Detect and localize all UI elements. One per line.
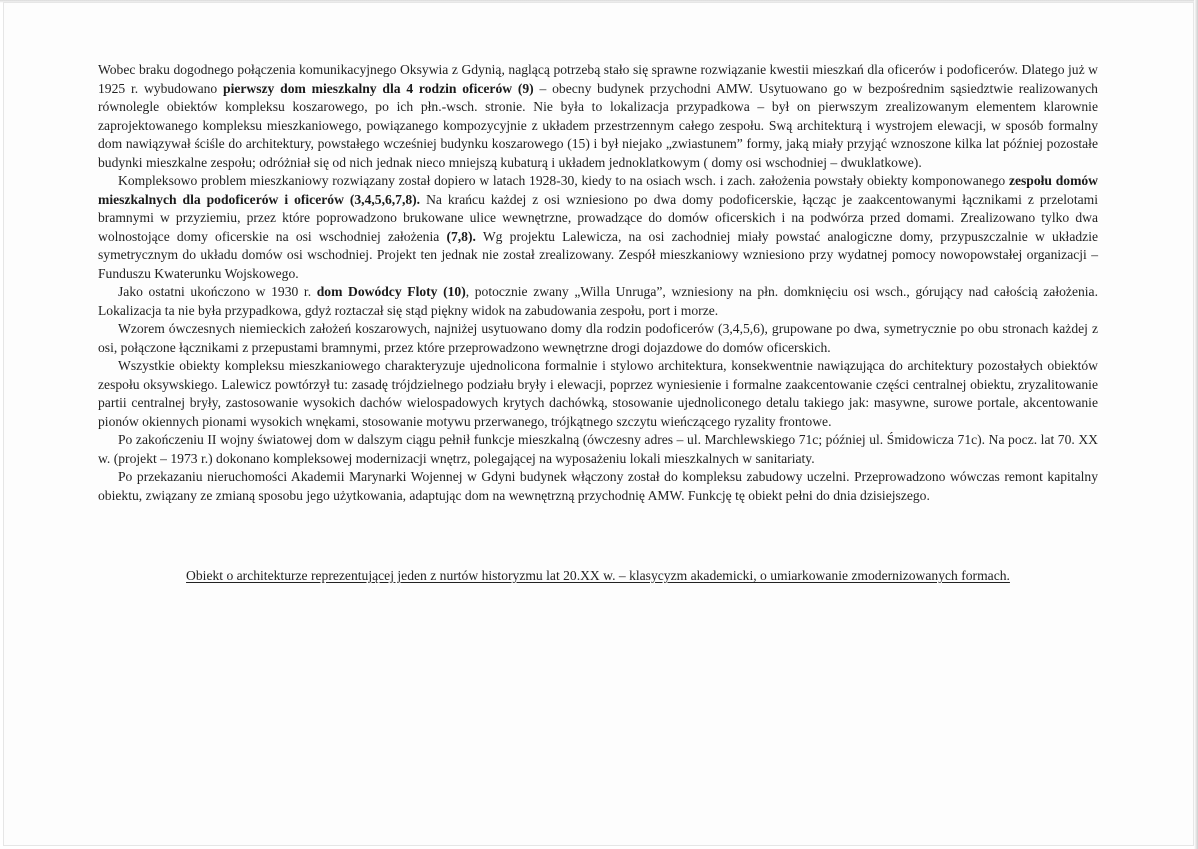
- text-run: Na krańcu każdej z osi wzniesiono po dwa domy podoficerskie, łącząc je zaakcentowanymi łącznikami z przelotami bramnymi w przyziemiu, przez które poprowadzono brukowane ulice wewnętrzne, prowadzące do domów oficerskich i na podwórza przed domami. Zrealizowano tylko dwa wolnostojące domy oficerskie na osi wschodniej założenia: [98, 191, 1099, 244]
- bold-text-run: dom Dowódcy Floty (10): [316, 284, 466, 299]
- text-run: Wobec braku dogodnego połączenia komunikacyjnego Oksywia z Gdynią, naglącą potrzebą stało się sprawne rozwiązanie kwestii mieszkań dla oficerów i podoficerów. Dlatego już w 1925 r. wybudowano: [98, 62, 1098, 96]
- text-run: Jako ostatni ukończono w 1930 r.: [118, 284, 317, 299]
- body-text: [98, 61, 1098, 505]
- text-run: Kompleksowo problem mieszkaniowy rozwiązany został dopiero w latach 1928-30, kiedy to na osiach wsch. i zach. założenia powstały obiekty komponowanego: [118, 173, 1009, 188]
- text-run: Po zakończeniu II wojny światowej dom w dalszym ciągu pełnił funkcje mieszkalną (ówczesny adres – ul. Marchlewskiego 71c; później ul. Śmidowicza 71c). Na pocz. lat 70. XX w. (projekt – 1973 r.) dokonano kompleksowej modernizacji wnętrz, polegającej na wyposażeniu lokali mieszkalnych w sanitariaty.: [98, 432, 1098, 466]
- summary-statement: Obiekt o architekturze reprezentującej jeden z nurtów historyzmu lat 20.XX w. – klasycyzm akademicki, o umiarkowanie zmodernizowanych formach.: [186, 568, 1010, 583]
- text-run: Wg projektu Lalewicza, na osi zachodniej miały powstać analogiczne domy, przypuszczalnie w układzie symetrycznym do układu domów osi wschodniej. Projekt ten jednak nie został zrealizowany. Zespół mieszkaniowy wzniesiono przy wydatnej pomocy nowopowstałej organizacji – Funduszu Kwaterunku Wojskowego.: [98, 228, 1099, 281]
- text-run: Wzorem ówczesnych niemieckich założeń koszarowych, najniżej usytuowano domy dla rodzin podoficerów (3,4,5,6), grupowane po dwa, symetrycznie po obu stronach każdej z osi, połączone łącznikami z przepustami bramnymi, przez które przeprowadzono wewnętrzne drogi dojazdowe do domów oficerskich.: [98, 321, 1098, 355]
- text-run: Wszystkie obiekty kompleksu mieszkaniowego charakteryzuje ujednolicona formalnie i stylowo architektura, konsekwentnie nawiązująca do architektury pozostałych obiektów zespołu oksywskiego. Lalewicz powtórzył tu: zasadę trójdzielnego podziału bryły i elewacji, poprzez wyniesienie i formalne zaakcentowanie części centralnej obiektu, zryzalitowanie partii centralnej bryły, zastosowanie wysokich dachów wielospadowych krytych dachówką, stosowanie ujednoliconego detalu takiego jak: masywne, surowe portale, akcentowanie pionów okiennych pionami wysokich wnękami, stosowanie motywu przerwanego, trójkątnego szczytu wieńczącego ryzality frontowe.: [98, 358, 1098, 429]
- bold-text-run: pierwszy dom mieszkalny dla 4 rodzin oficerów (9): [223, 80, 534, 96]
- paragraph: [98, 61, 1098, 172]
- paragraph: [98, 283, 1098, 320]
- paragraph: [98, 320, 1098, 357]
- paragraph: [98, 431, 1098, 468]
- text-run: , potocznie zwany „Willa Unruga”, wzniesiony na płn. domknięciu osi wsch., górujący nad całością założenia. Lokalizacja ta nie była przypadkowa, gdyż roztaczał się stąd piękny widok na zabudowania zespołu, port i morze.: [98, 284, 1098, 318]
- text-run: – obecny budynek przychodni AMW. Usytuowano go w bezpośrednim sąsiedztwie realizowanych równolegle obiektów kompleksu koszarowego, po ich płn.-wsch. stronie. Nie była to lokalizacja przypadkowa – był on pierwszym zrealizowanym elementem klarownie zaprojektowanego kompleksu mieszkaniowego, powiązanego kompozycyjnie z układem przestrzennym całego zespołu. Swą architekturą i wystrojem elewacji, w sposób formalny dom nawiązywał ściśle do architektury, powstałego wcześniej budynku koszarowego (15) i był niejako „zwiastunem” formy, jaką miały przyjąć wznoszone kilka lat później pozostałe budynki mieszkalne zespołu; odróżniał się od nich jednak nieco mniejszą kubaturą i układem jednoklatkowym ( domy osi wschodniej – dwuklatkowe).: [98, 80, 1098, 170]
- paragraph: [98, 468, 1098, 505]
- paragraph: [98, 172, 1098, 283]
- paragraph: [98, 357, 1098, 431]
- bold-text-run: zespołu domów mieszkalnych dla podoficerów i oficerów (3,4,5,6,7,8).: [98, 173, 1099, 207]
- bold-text-run: (7,8).: [446, 228, 476, 244]
- scan-edge-right: [1194, 0, 1198, 849]
- text-run: Po przekazaniu nieruchomości Akademii Marynarki Wojennej w Gdyni budynek włączony został do kompleksu zabudowy uczelni. Przeprowadzono wówczas remont kapitalny obiektu, związany ze zmianą sposobu jego użytkowania, adaptując dom na wewnętrzną przychodnię AMW. Funkcję tę obiekt pełni do dnia dzisiejszego.: [98, 469, 1098, 503]
